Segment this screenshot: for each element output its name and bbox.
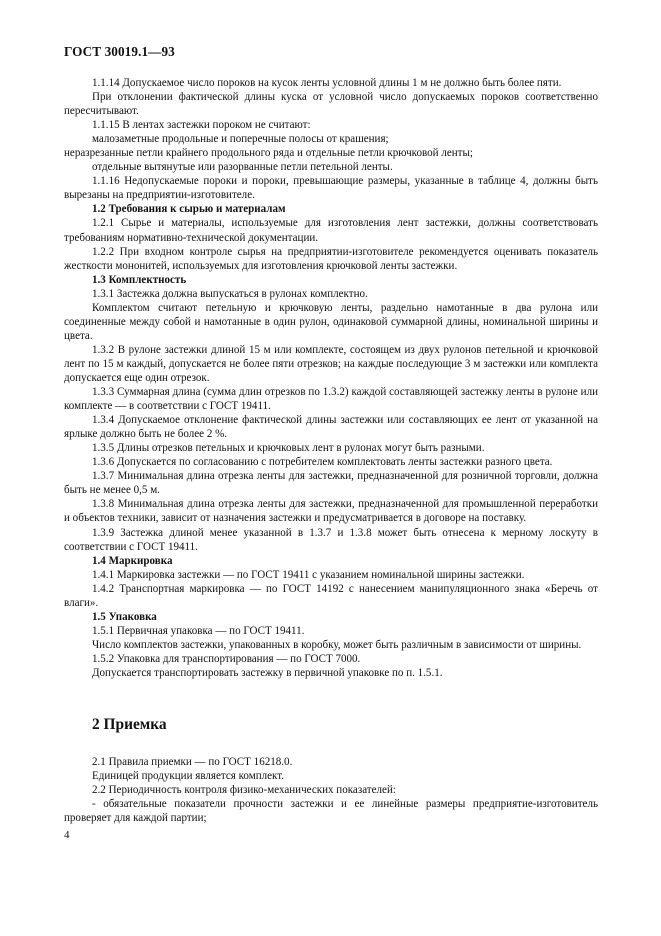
paragraph: 1.3.9 Застежка длиной менее указанной в 1.3.7 и 1.3.8 может быть отнесена к мерному лоскуту в соответствии с ГОСТ 19411. — [64, 526, 598, 553]
paragraph: - обязательные показатели прочности застежки и ее линейные размеры предприятие-изготовитель проверяет для каждой партии; — [64, 798, 598, 825]
paragraph: 1.2.1 Сырье и материалы, используемые для изготовления лент застежки, должны соответствовать требованиям нормативно-технической документации. — [64, 217, 598, 244]
paragraph: отдельные вытянутые или разорванные петли петельной ленты. — [92, 161, 393, 174]
subsection-heading: 1.4 Маркировка — [92, 554, 173, 567]
section-1-body — [64, 76, 598, 680]
paragraph: 1.5.1 Первичная упаковка — по ГОСТ 19411. — [92, 624, 305, 637]
paragraph: 1.3.1 Застежка должна выпускаться в рулонах комплектно. — [92, 287, 368, 300]
paragraph: Единицей продукции является комплект. — [92, 770, 285, 783]
paragraph: 1.4.2 Транспортная маркировка — по ГОСТ 14192 с нанесением манипуляционного знака «Беречь от влаги». — [64, 582, 598, 609]
paragraph: 1.2.2 При входном контроле сырья на предприятии-изготовителе рекомендуется оценивать показатель жесткости мононитей, используемых для изготовления крючковой ленты застежки. — [64, 245, 598, 272]
paragraph: 2.2 Периодичность контроля физико-механических показателей: — [92, 784, 396, 797]
section-2-body — [64, 755, 598, 825]
paragraph: 1.3.3 Суммарная длина (сумма длин отрезков по 1.3.2) каждой составляющей застежку ленты в рулоне или комплекте — в соответствии с ГОСТ 19411. — [64, 386, 598, 413]
paragraph: При отклонении фактической длины куска от условной число допускаемых пороков соответственно пересчитывают. — [64, 91, 598, 118]
paragraph: 1.4.1 Маркировка застежки — по ГОСТ 19411 с указанием номинальной ширины застежки. — [92, 568, 525, 581]
paragraph: 1.3.4 Допускаемое отклонение фактической длины застежки или составляющих ее лент от указанной на ярлыке должно быть не более 2 %. — [64, 414, 598, 441]
section-2-title: 2 Приемка — [92, 716, 167, 733]
paragraph: 1.3.8 Минимальная длина отрезка ленты для застежки, предназначенной для промышленной переработки и объектов техники, зависит от назначения застежки и предусматривается в договоре на поставку. — [64, 498, 598, 525]
paragraph: 1.1.16 Недопускаемые пороки и пороки, превышающие размеры, указанные в таблице 4, должны быть вырезаны на предприятии-изготовителе. — [64, 175, 598, 202]
subsection-heading: 1.3 Комплектность — [92, 273, 187, 286]
paragraph: 1.3.7 Минимальная длина отрезка ленты для застежки, предназначенной для розничной торговли, должна быть не менее 0,5 м. — [64, 470, 598, 497]
paragraph: Число комплектов застежки, упакованных в коробку, может быть различным в зависимости от ширины. — [92, 638, 582, 651]
paragraph: Допускается транспортировать застежку в первичной упаковке по п. 1.5.1. — [92, 666, 443, 679]
paragraph: 1.3.2 В рулоне застежки длиной 15 м или комплекте, состоящем из двух рулонов петельной и крючковой лент по 15 м каждый, допускается не более пяти отрезков; на каждые последующие 3 м застежки или комплекта допускается еще один отрезок. — [64, 343, 598, 384]
paragraph: Комплектом считают петельную и крючковую ленты, раздельно намотанные в два рулона или соединенные между собой и намотанные в один рулон, одинаковой суммарной длины, номинальной ширины и цвета. — [64, 301, 598, 342]
subsection-heading: 1.2 Требования к сырью и материалам — [92, 203, 286, 216]
paragraph: малозаметные продольные и поперечные полосы от крашения; — [92, 133, 389, 146]
paragraph: 1.1.15 В лентах застежки пороком не считают: — [92, 119, 311, 132]
paragraph: 1.3.6 Допускается по согласованию с потребителем комплектовать ленты застежки разного цвета. — [92, 456, 553, 469]
page-number: 4 — [64, 829, 70, 841]
document-header: ГОСТ 30019.1—93 — [64, 44, 175, 59]
paragraph: неразрезанные петли крайнего продольного ряда и отдельные петли крючковой ленты; — [64, 147, 473, 160]
paragraph: 1.1.14 Допускаемое число пороков на кусок ленты условной длины 1 м не должно быть более пяти. — [92, 77, 562, 89]
paragraph: 2.1 Правила приемки — по ГОСТ 16218.0. — [92, 756, 293, 768]
subsection-heading: 1.5 Упаковка — [92, 610, 157, 623]
paragraph: 1.3.5 Длины отрезков петельных и крючковых лент в рулонах могут быть разными. — [92, 442, 485, 455]
paragraph: 1.5.2 Упаковка для транспортирования — по ГОСТ 7000. — [92, 652, 361, 665]
